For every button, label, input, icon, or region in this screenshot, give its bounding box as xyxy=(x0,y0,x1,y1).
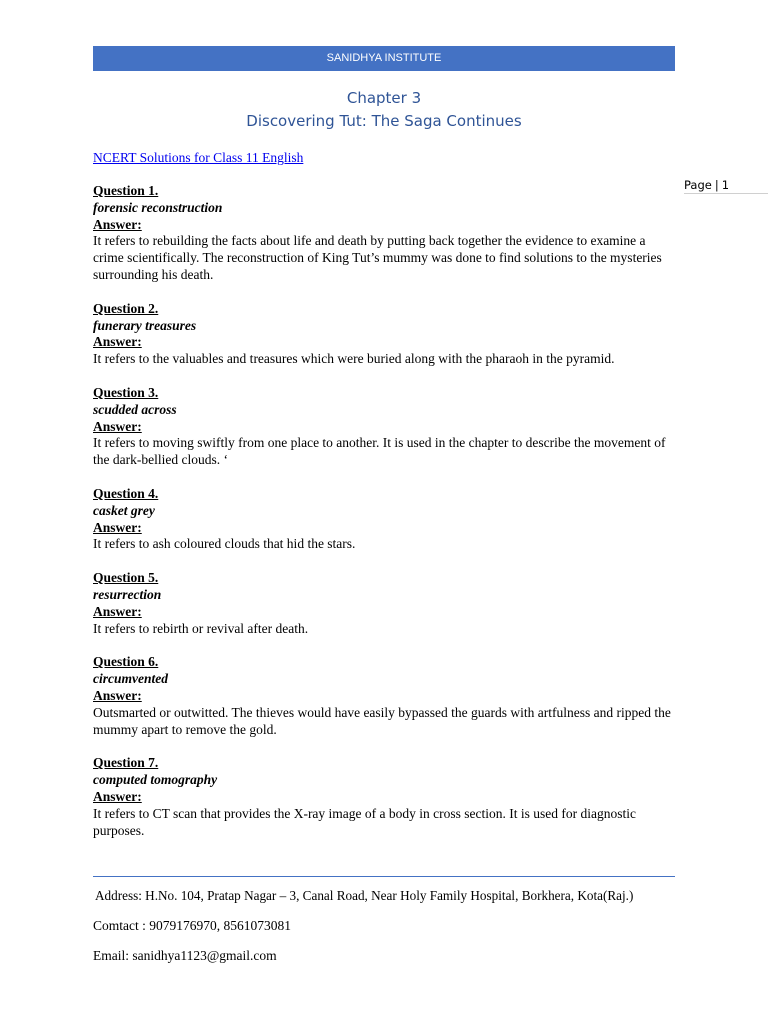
question-term: scudded across xyxy=(93,401,177,417)
answer-label: Answer: xyxy=(93,418,142,434)
question-term: casket grey xyxy=(93,502,155,518)
question-block-3 xyxy=(93,385,675,469)
question-block-2 xyxy=(93,301,675,368)
ncert-solutions-link[interactable]: NCERT Solutions for Class 11 English xyxy=(93,150,304,165)
answer-label: Answer: xyxy=(93,334,142,350)
answer-text: Outsmarted or outwitted. The thieves would have easily bypassed the guards with artfulness and ripped the mummy apart to remove the gold. xyxy=(93,704,671,737)
answer-label: Answer: xyxy=(93,519,142,535)
question-term: resurrection xyxy=(93,586,162,602)
answer-text: It refers to rebirth or revival after death. xyxy=(93,620,309,636)
header-bar xyxy=(93,46,675,71)
page-label: Page xyxy=(684,178,712,192)
institute-name: SANIDHYA INSTITUTE xyxy=(326,52,442,64)
question-label: Question 2. xyxy=(93,300,159,316)
answer-label: Answer: xyxy=(93,603,142,619)
question-term: computed tomography xyxy=(93,772,218,788)
question-list xyxy=(93,183,675,856)
page-number xyxy=(684,178,768,194)
answer-text: It refers to CT scan that provides the X-ray image of a body in cross section. It is used for diagnostic purposes. xyxy=(93,805,636,838)
answer-label: Answer: xyxy=(93,216,142,232)
answer-text: It refers to rebuilding the facts about life and death by putting back together the evidence to examine a crime scientifically. The reconstruction of King Tut’s mummy was done to find solutions to the mysteries surrounding his death. xyxy=(93,233,662,282)
question-label: Question 3. xyxy=(93,384,159,400)
question-label: Question 6. xyxy=(93,654,159,670)
answer-text: It refers to ash coloured clouds that hid the stars. xyxy=(93,536,356,552)
answer-text: It refers to moving swiftly from one place to another. It is used in the chapter to describe the movement of the dark-bellied clouds. ‘ xyxy=(93,435,666,468)
footer-email: Email: sanidhya1123@gmail.com xyxy=(93,948,277,963)
question-term: circumvented xyxy=(93,671,168,687)
question-label: Question 5. xyxy=(93,570,159,586)
question-label: Question 7. xyxy=(93,755,159,771)
chapter-title: Discovering Tut: The Saga Continues xyxy=(246,112,522,130)
question-block-4 xyxy=(93,486,675,553)
footer-contact: Comtact : 9079176970, 8561073081 xyxy=(93,918,291,933)
question-label: Question 1. xyxy=(93,183,159,198)
question-term: funerary treasures xyxy=(93,317,197,333)
answer-text: It refers to the valuables and treasures which were buried along with the pharaoh in the pyramid. xyxy=(93,351,615,367)
page-number-value: 1 xyxy=(721,178,730,192)
question-block-6 xyxy=(93,654,675,738)
answer-label: Answer: xyxy=(93,687,142,703)
question-term: forensic reconstruction xyxy=(93,199,223,215)
footer-address: Address: H.No. 104, Pratap Nagar – 3, Canal Road, Near Holy Family Hospital, Borkhera, Kota(Raj.) xyxy=(95,888,634,903)
question-block-1 xyxy=(93,183,675,284)
chapter-number: Chapter 3 xyxy=(346,89,422,107)
question-label: Question 4. xyxy=(93,485,159,501)
question-block-7 xyxy=(93,755,675,839)
answer-label: Answer: xyxy=(93,788,142,804)
question-block-5 xyxy=(93,570,675,637)
footer-divider xyxy=(93,876,675,877)
page-separator: | xyxy=(714,178,719,192)
